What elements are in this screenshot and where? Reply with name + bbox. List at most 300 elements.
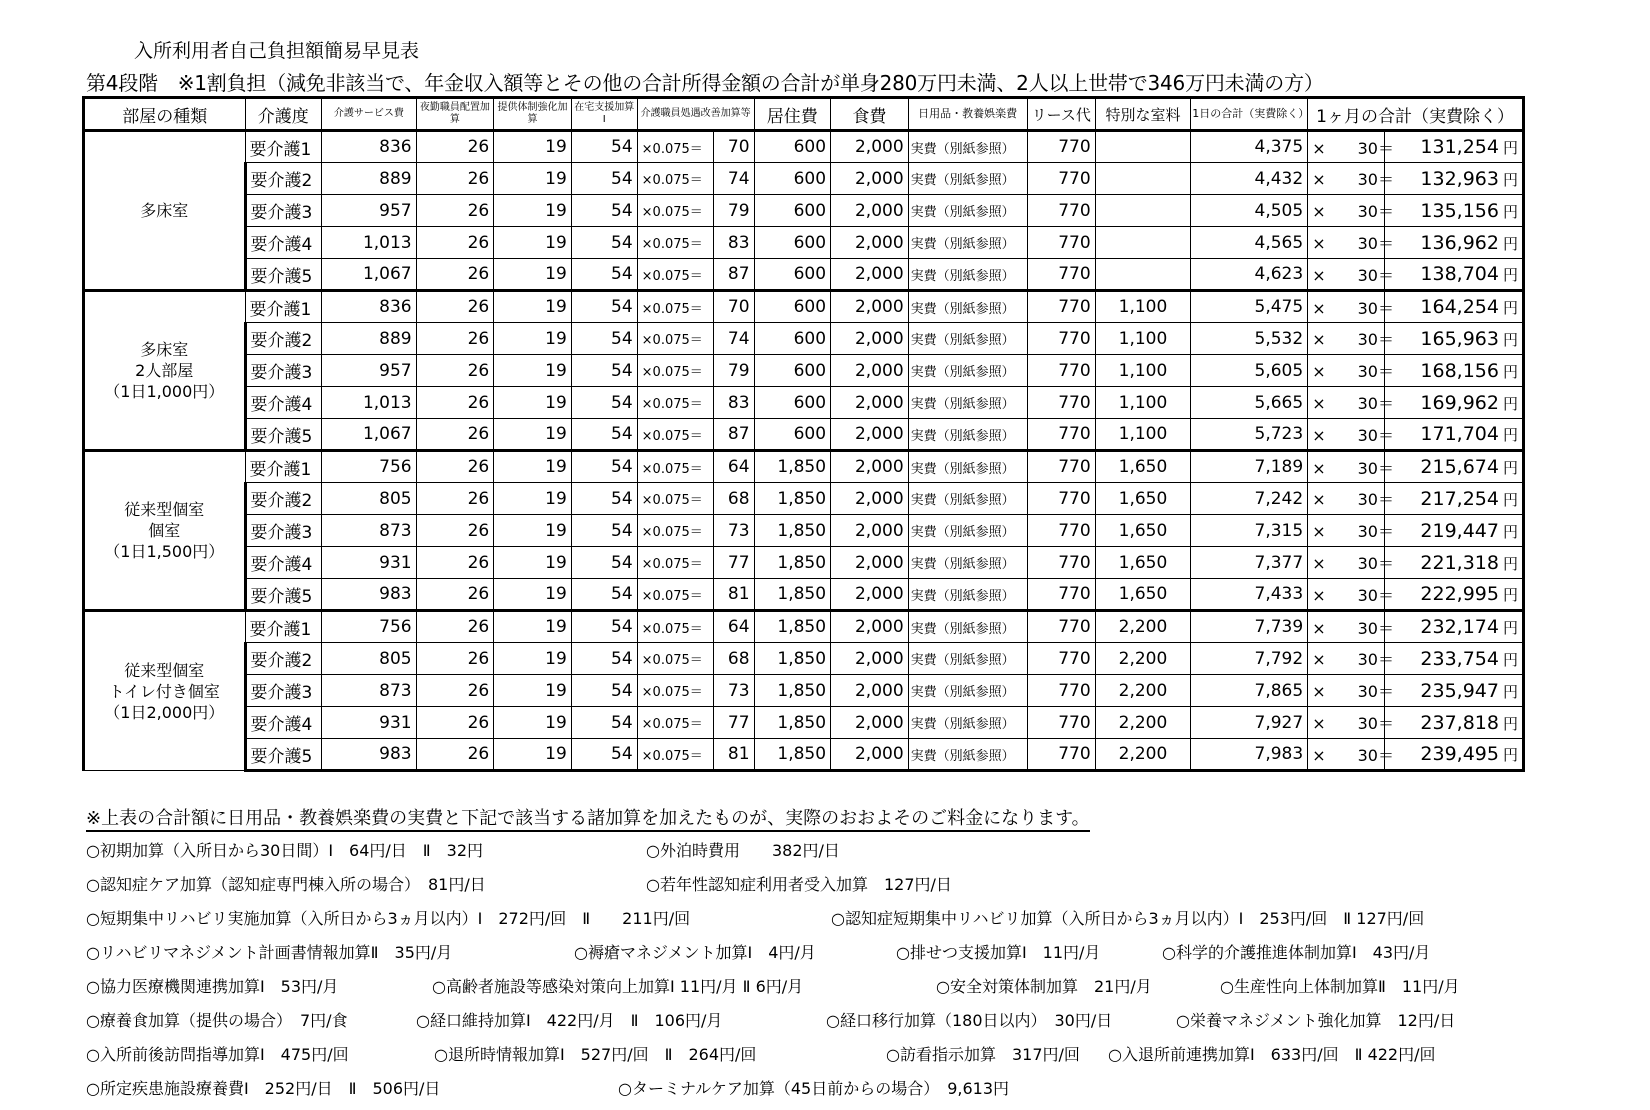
zaitaku-fee: 54	[571, 387, 637, 419]
addition-item: ○経口維持加算Ⅰ 422円/月 Ⅱ 106円/月	[416, 1011, 723, 1030]
days-multiplier: × 30＝	[1308, 611, 1385, 643]
zaitaku-fee: 54	[571, 579, 637, 611]
care-level: 要介護5	[245, 419, 322, 451]
shoku-fee: 2,000	[831, 323, 909, 355]
service-fee: 957	[322, 195, 417, 227]
shoku-fee: 2,000	[831, 547, 909, 579]
zaitaku-fee: 54	[571, 707, 637, 739]
zaitaku-fee: 54	[571, 131, 637, 163]
special-room-fee: 2,200	[1095, 739, 1191, 771]
addition-item: ○高齢者施設等感染対策向上加算Ⅰ 11円/月 Ⅱ 6円/月	[432, 977, 804, 996]
multiplier-label: ×0.075＝	[637, 163, 714, 195]
multiplier-label: ×0.075＝	[637, 643, 714, 675]
kyoju-fee: 1,850	[754, 451, 831, 483]
service-fee: 756	[322, 451, 417, 483]
days-multiplier: × 30＝	[1308, 131, 1385, 163]
shogu-fee: 74	[714, 323, 754, 355]
night-staff-fee: 26	[416, 483, 494, 515]
monthly-total	[1384, 547, 1523, 579]
zaitaku-fee: 54	[571, 483, 637, 515]
monthly-total-value: 138,704	[1420, 263, 1499, 285]
multiplier-label: ×0.075＝	[637, 707, 714, 739]
nichiyo-fee: 実費（別紙参照）	[908, 739, 1027, 771]
lease-fee: 770	[1027, 259, 1095, 291]
teikyo-fee: 19	[494, 163, 572, 195]
multiplier-label: ×0.075＝	[637, 355, 714, 387]
monthly-total	[1384, 227, 1523, 259]
addition-item: ○外泊時費用 382円/日	[646, 841, 840, 860]
table-row	[84, 451, 1524, 483]
addition-item: ○科学的介護推進体制加算Ⅰ 43円/月	[1162, 943, 1431, 962]
table-row	[84, 387, 1524, 419]
monthly-total-value: 132,963	[1420, 167, 1499, 190]
addition-item: ○リハビリマネジメント計画書情報加算Ⅱ 35円/月	[86, 943, 453, 962]
daily-total: 7,189	[1191, 451, 1308, 483]
shoku-fee: 2,000	[831, 707, 909, 739]
daily-total: 5,665	[1191, 387, 1308, 419]
yen-unit: 円	[1502, 202, 1518, 221]
days-multiplier: × 30＝	[1308, 643, 1385, 675]
shogu-fee: 64	[714, 451, 754, 483]
service-fee: 931	[322, 707, 417, 739]
multiplier-label: ×0.075＝	[637, 195, 714, 227]
shogu-fee: 77	[714, 547, 754, 579]
days-multiplier: × 30＝	[1308, 259, 1385, 291]
service-fee: 1,067	[322, 259, 417, 291]
shogu-fee: 81	[714, 739, 754, 771]
teikyo-fee: 19	[494, 547, 572, 579]
lease-fee: 770	[1027, 739, 1095, 771]
monthly-total-value: 165,963	[1420, 327, 1499, 350]
days-multiplier: × 30＝	[1308, 163, 1385, 195]
shoku-fee: 2,000	[831, 131, 909, 163]
monthly-total	[1384, 483, 1523, 515]
room-type-line: 従来型個室	[124, 660, 205, 680]
addition-item: ○栄養マネジメント強化加算 12円/日	[1176, 1011, 1456, 1030]
room-type-line: トイレ付き個室	[108, 681, 220, 701]
table-row	[84, 483, 1524, 515]
multiplier-label: ×0.075＝	[637, 739, 714, 771]
table-row	[84, 707, 1524, 739]
lease-fee: 770	[1027, 163, 1095, 195]
night-staff-fee: 26	[416, 451, 494, 483]
kyoju-fee: 1,850	[754, 739, 831, 771]
nichiyo-fee: 実費（別紙参照）	[908, 387, 1027, 419]
kyoju-fee: 600	[754, 163, 831, 195]
care-level: 要介護3	[245, 355, 322, 387]
special-room-fee: 1,100	[1095, 291, 1191, 323]
addition-item: ○経口移行加算（180日以内） 30円/日	[826, 1011, 1113, 1030]
nichiyo-fee: 実費（別紙参照）	[908, 675, 1027, 707]
care-level: 要介護2	[245, 323, 322, 355]
care-level: 要介護1	[245, 611, 322, 643]
special-room-fee: 1,100	[1095, 387, 1191, 419]
lease-fee: 770	[1027, 579, 1095, 611]
footnote: ※上表の合計額に日用品・教養娯楽費の実費と下記で該当する諸加算を加えたものが、実際のおおよそのご料金になります。	[86, 804, 1090, 832]
days-multiplier: × 30＝	[1308, 547, 1385, 579]
daily-total: 7,739	[1191, 611, 1308, 643]
daily-total: 7,865	[1191, 675, 1308, 707]
yen-unit: 円	[1502, 362, 1518, 381]
nichiyo-fee: 実費（別紙参照）	[908, 259, 1027, 291]
shoku-fee: 2,000	[831, 675, 909, 707]
daily-total: 5,532	[1191, 323, 1308, 355]
kyoju-fee: 600	[754, 131, 831, 163]
shogu-fee: 73	[714, 675, 754, 707]
lease-fee: 770	[1027, 451, 1095, 483]
room-type-cell	[84, 291, 246, 451]
days-multiplier: × 30＝	[1308, 355, 1385, 387]
special-room-fee	[1095, 163, 1191, 195]
table-row	[84, 611, 1524, 643]
night-staff-fee: 26	[416, 163, 494, 195]
teikyo-fee: 19	[494, 259, 572, 291]
yen-unit: 円	[1502, 266, 1518, 284]
monthly-total-value: 217,254	[1420, 487, 1499, 510]
monthly-total	[1384, 611, 1523, 643]
monthly-total-value: 235,947	[1420, 679, 1499, 702]
teikyo-fee: 19	[494, 611, 572, 643]
nichiyo-fee: 実費（別紙参照）	[908, 579, 1027, 611]
shogu-fee: 77	[714, 707, 754, 739]
nichiyo-fee: 実費（別紙参照）	[908, 707, 1027, 739]
nichiyo-fee: 実費（別紙参照）	[908, 163, 1027, 195]
yen-unit: 円	[1502, 299, 1518, 317]
multiplier-label: ×0.075＝	[637, 547, 714, 579]
night-staff-fee: 26	[416, 419, 494, 451]
monthly-total-value: 168,156	[1420, 359, 1499, 382]
zaitaku-fee: 54	[571, 355, 637, 387]
header-zaitaku: 在宅支援加算Ⅰ	[571, 98, 637, 131]
night-staff-fee: 26	[416, 131, 494, 163]
monthly-total-value: 222,995	[1420, 583, 1499, 605]
shoku-fee: 2,000	[831, 643, 909, 675]
header-level: 介護度	[245, 98, 322, 131]
kyoju-fee: 1,850	[754, 515, 831, 547]
kyoju-fee: 600	[754, 419, 831, 451]
service-fee: 836	[322, 131, 417, 163]
kyoju-fee: 1,850	[754, 675, 831, 707]
fee-table	[82, 96, 1525, 772]
service-fee: 756	[322, 611, 417, 643]
service-fee: 1,013	[322, 387, 417, 419]
daily-total: 7,377	[1191, 547, 1308, 579]
addition-item: ○認知症短期集中リハビリ加算（入所日から3ヵ月以内）Ⅰ 253円/回 Ⅱ 127円/回	[831, 909, 1425, 928]
lease-fee: 770	[1027, 547, 1095, 579]
lease-fee: 770	[1027, 707, 1095, 739]
service-fee: 983	[322, 579, 417, 611]
table-row	[84, 291, 1524, 323]
special-room-fee: 1,100	[1095, 355, 1191, 387]
night-staff-fee: 26	[416, 547, 494, 579]
night-staff-fee: 26	[416, 291, 494, 323]
special-room-fee	[1095, 195, 1191, 227]
lease-fee: 770	[1027, 387, 1095, 419]
yen-unit: 円	[1502, 682, 1518, 701]
teikyo-fee: 19	[494, 355, 572, 387]
room-type-line: 個室	[148, 521, 181, 540]
yen-unit: 円	[1502, 459, 1518, 477]
header-room: 部屋の種類	[84, 98, 246, 131]
lease-fee: 770	[1027, 611, 1095, 643]
addition-item: ○短期集中リハビリ実施加算（入所日から3ヵ月以内）Ⅰ 272円/回 Ⅱ 211円/回	[86, 909, 691, 928]
nichiyo-fee: 実費（別紙参照）	[908, 355, 1027, 387]
document-subtitle: 第4段階 ※1割負担（減免非該当で、年金収入額等とその他の合計所得金額の合計が単身280万円未満、2人以上世帯で346万円未満の方）	[86, 71, 1324, 95]
daily-total: 7,433	[1191, 579, 1308, 611]
shoku-fee: 2,000	[831, 259, 909, 291]
zaitaku-fee: 54	[571, 611, 637, 643]
daily-total: 4,623	[1191, 259, 1308, 291]
lease-fee: 770	[1027, 675, 1095, 707]
zaitaku-fee: 54	[571, 451, 637, 483]
multiplier-label: ×0.075＝	[637, 579, 714, 611]
room-type-line: 従来型個室	[124, 500, 205, 519]
yen-unit: 円	[1502, 714, 1518, 733]
nichiyo-fee: 実費（別紙参照）	[908, 291, 1027, 323]
care-level: 要介護3	[245, 515, 322, 547]
multiplier-label: ×0.075＝	[637, 387, 714, 419]
shoku-fee: 2,000	[831, 195, 909, 227]
room-type-line: （1日2,000円）	[104, 702, 225, 722]
table-row	[84, 227, 1524, 259]
nichiyo-fee: 実費（別紙参照）	[908, 547, 1027, 579]
kyoju-fee: 1,850	[754, 611, 831, 643]
lease-fee: 770	[1027, 131, 1095, 163]
shoku-fee: 2,000	[831, 515, 909, 547]
shogu-fee: 73	[714, 515, 754, 547]
room-type-line: （1日1,500円）	[104, 542, 225, 561]
days-multiplier: × 30＝	[1308, 323, 1385, 355]
yen-unit: 円	[1502, 746, 1518, 764]
days-multiplier: × 30＝	[1308, 291, 1385, 323]
multiplier-label: ×0.075＝	[637, 515, 714, 547]
addition-item: ○ターミナルケア加算（45日前からの場合） 9,613円	[618, 1079, 1010, 1098]
monthly-total-value: 233,754	[1420, 647, 1499, 670]
daily-total: 4,432	[1191, 163, 1308, 195]
monthly-total	[1384, 739, 1523, 771]
care-level: 要介護5	[245, 259, 322, 291]
care-level: 要介護4	[245, 707, 322, 739]
night-staff-fee: 26	[416, 515, 494, 547]
days-multiplier: × 30＝	[1308, 451, 1385, 483]
yen-unit: 円	[1502, 234, 1518, 253]
night-staff-fee: 26	[416, 579, 494, 611]
daily-total: 7,792	[1191, 643, 1308, 675]
monthly-total-value: 237,818	[1420, 711, 1499, 734]
header-nichiyo: 日用品・教養娯楽費	[908, 98, 1027, 131]
addition-item: ○所定疾患施設療養費Ⅰ 252円/日 Ⅱ 506円/日	[86, 1079, 441, 1098]
zaitaku-fee: 54	[571, 547, 637, 579]
lease-fee: 770	[1027, 355, 1095, 387]
night-staff-fee: 26	[416, 323, 494, 355]
teikyo-fee: 19	[494, 227, 572, 259]
teikyo-fee: 19	[494, 579, 572, 611]
service-fee: 873	[322, 515, 417, 547]
teikyo-fee: 19	[494, 323, 572, 355]
night-staff-fee: 26	[416, 707, 494, 739]
special-room-fee: 1,650	[1095, 451, 1191, 483]
days-multiplier: × 30＝	[1308, 675, 1385, 707]
shogu-fee: 81	[714, 579, 754, 611]
table-row	[84, 195, 1524, 227]
shogu-fee: 83	[714, 387, 754, 419]
kyoju-fee: 1,850	[754, 643, 831, 675]
header-kyoju: 居住費	[754, 98, 831, 131]
room-type-line: 2人部屋	[135, 361, 194, 380]
yen-unit: 円	[1502, 650, 1518, 669]
daily-total: 5,605	[1191, 355, 1308, 387]
shogu-fee: 79	[714, 355, 754, 387]
header-shokuhi: 食費	[831, 98, 909, 131]
nichiyo-fee: 実費（別紙参照）	[908, 195, 1027, 227]
monthly-total	[1384, 579, 1523, 611]
teikyo-fee: 19	[494, 643, 572, 675]
special-room-fee: 1,100	[1095, 323, 1191, 355]
zaitaku-fee: 54	[571, 291, 637, 323]
multiplier-label: ×0.075＝	[637, 419, 714, 451]
table-row	[84, 419, 1524, 451]
yen-unit: 円	[1502, 394, 1518, 413]
night-staff-fee: 26	[416, 643, 494, 675]
table-row	[84, 131, 1524, 163]
daily-total: 7,983	[1191, 739, 1308, 771]
monthly-total	[1384, 515, 1523, 547]
special-room-fee: 1,650	[1095, 579, 1191, 611]
header-service: 介護サービス費	[322, 98, 417, 131]
zaitaku-fee: 54	[571, 739, 637, 771]
care-level: 要介護1	[245, 451, 322, 483]
special-room-fee	[1095, 227, 1191, 259]
night-staff-fee: 26	[416, 227, 494, 259]
service-fee: 836	[322, 291, 417, 323]
addition-item: ○認知症ケア加算（認知症専門棟入所の場合） 81円/日	[86, 875, 486, 894]
zaitaku-fee: 54	[571, 675, 637, 707]
monthly-total	[1384, 707, 1523, 739]
night-staff-fee: 26	[416, 387, 494, 419]
service-fee: 983	[322, 739, 417, 771]
yen-unit: 円	[1502, 522, 1518, 541]
header-teikyo: 提供体制強化加算	[494, 98, 572, 131]
care-level: 要介護3	[245, 675, 322, 707]
special-room-fee: 2,200	[1095, 611, 1191, 643]
multiplier-label: ×0.075＝	[637, 611, 714, 643]
monthly-total-value: 215,674	[1420, 456, 1499, 478]
shoku-fee: 2,000	[831, 291, 909, 323]
monthly-total-value: 164,254	[1420, 296, 1499, 318]
days-multiplier: × 30＝	[1308, 483, 1385, 515]
yen-unit: 円	[1502, 554, 1518, 573]
zaitaku-fee: 54	[571, 259, 637, 291]
kyoju-fee: 1,850	[754, 483, 831, 515]
document-title: 入所利用者自己負担額簡易早見表	[134, 40, 420, 62]
header-daily-total: 1日の合計（実費除く）	[1191, 98, 1308, 131]
multiplier-label: ×0.075＝	[637, 675, 714, 707]
table-row	[84, 323, 1524, 355]
daily-total: 4,505	[1191, 195, 1308, 227]
care-level: 要介護2	[245, 483, 322, 515]
teikyo-fee: 19	[494, 291, 572, 323]
addition-item: ○初期加算（入所日から30日間）Ⅰ 64円/日 Ⅱ 32円	[86, 841, 484, 860]
addition-item: ○退所時情報加算Ⅰ 527円/回 Ⅱ 264円/回	[434, 1045, 757, 1064]
shoku-fee: 2,000	[831, 355, 909, 387]
table-row	[84, 259, 1524, 291]
monthly-total	[1384, 259, 1523, 291]
room-type-line: 多床室	[140, 201, 189, 220]
addition-item: ○訪看指示加算 317円/回	[886, 1045, 1080, 1064]
kyoju-fee: 600	[754, 323, 831, 355]
teikyo-fee: 19	[494, 515, 572, 547]
teikyo-fee: 19	[494, 707, 572, 739]
table-row	[84, 739, 1524, 771]
nichiyo-fee: 実費（別紙参照）	[908, 131, 1027, 163]
special-room-fee: 2,200	[1095, 707, 1191, 739]
night-staff-fee: 26	[416, 259, 494, 291]
nichiyo-fee: 実費（別紙参照）	[908, 611, 1027, 643]
special-room-fee: 1,650	[1095, 547, 1191, 579]
table-row	[84, 547, 1524, 579]
teikyo-fee: 19	[494, 451, 572, 483]
service-fee: 873	[322, 675, 417, 707]
days-multiplier: × 30＝	[1308, 515, 1385, 547]
addition-item: ○安全対策体制加算 21円/月	[936, 977, 1152, 996]
monthly-total	[1384, 131, 1523, 163]
monthly-total-value: 232,174	[1420, 616, 1499, 638]
header-lease: リース代	[1027, 98, 1095, 131]
kyoju-fee: 600	[754, 259, 831, 291]
days-multiplier: × 30＝	[1308, 579, 1385, 611]
nichiyo-fee: 実費（別紙参照）	[908, 483, 1027, 515]
monthly-total-value: 131,254	[1420, 136, 1499, 158]
shoku-fee: 2,000	[831, 387, 909, 419]
lease-fee: 770	[1027, 195, 1095, 227]
table-row	[84, 675, 1524, 707]
multiplier-label: ×0.075＝	[637, 451, 714, 483]
monthly-total-value: 219,447	[1420, 519, 1499, 542]
kyoju-fee: 600	[754, 387, 831, 419]
lease-fee: 770	[1027, 643, 1095, 675]
special-room-fee: 1,650	[1095, 483, 1191, 515]
care-level: 要介護1	[245, 291, 322, 323]
lease-fee: 770	[1027, 419, 1095, 451]
multiplier-label: ×0.075＝	[637, 291, 714, 323]
monthly-total	[1384, 195, 1523, 227]
shogu-fee: 68	[714, 643, 754, 675]
header-night: 夜勤職員配置加算	[416, 98, 494, 131]
night-staff-fee: 26	[416, 675, 494, 707]
header-shogu: 介護職員処遇改善加算等	[637, 98, 754, 131]
monthly-total	[1384, 675, 1523, 707]
multiplier-label: ×0.075＝	[637, 259, 714, 291]
special-room-fee: 1,650	[1095, 515, 1191, 547]
days-multiplier: × 30＝	[1308, 707, 1385, 739]
room-type-cell	[84, 131, 246, 291]
daily-total: 4,565	[1191, 227, 1308, 259]
shoku-fee: 2,000	[831, 163, 909, 195]
yen-unit: 円	[1502, 586, 1518, 604]
care-level: 要介護2	[245, 643, 322, 675]
kyoju-fee: 600	[754, 227, 831, 259]
table-row	[84, 163, 1524, 195]
kyoju-fee: 1,850	[754, 547, 831, 579]
shogu-fee: 79	[714, 195, 754, 227]
teikyo-fee: 19	[494, 195, 572, 227]
monthly-total	[1384, 419, 1523, 451]
multiplier-label: ×0.075＝	[637, 323, 714, 355]
days-multiplier: × 30＝	[1308, 419, 1385, 451]
shogu-fee: 74	[714, 163, 754, 195]
service-fee: 889	[322, 163, 417, 195]
teikyo-fee: 19	[494, 739, 572, 771]
